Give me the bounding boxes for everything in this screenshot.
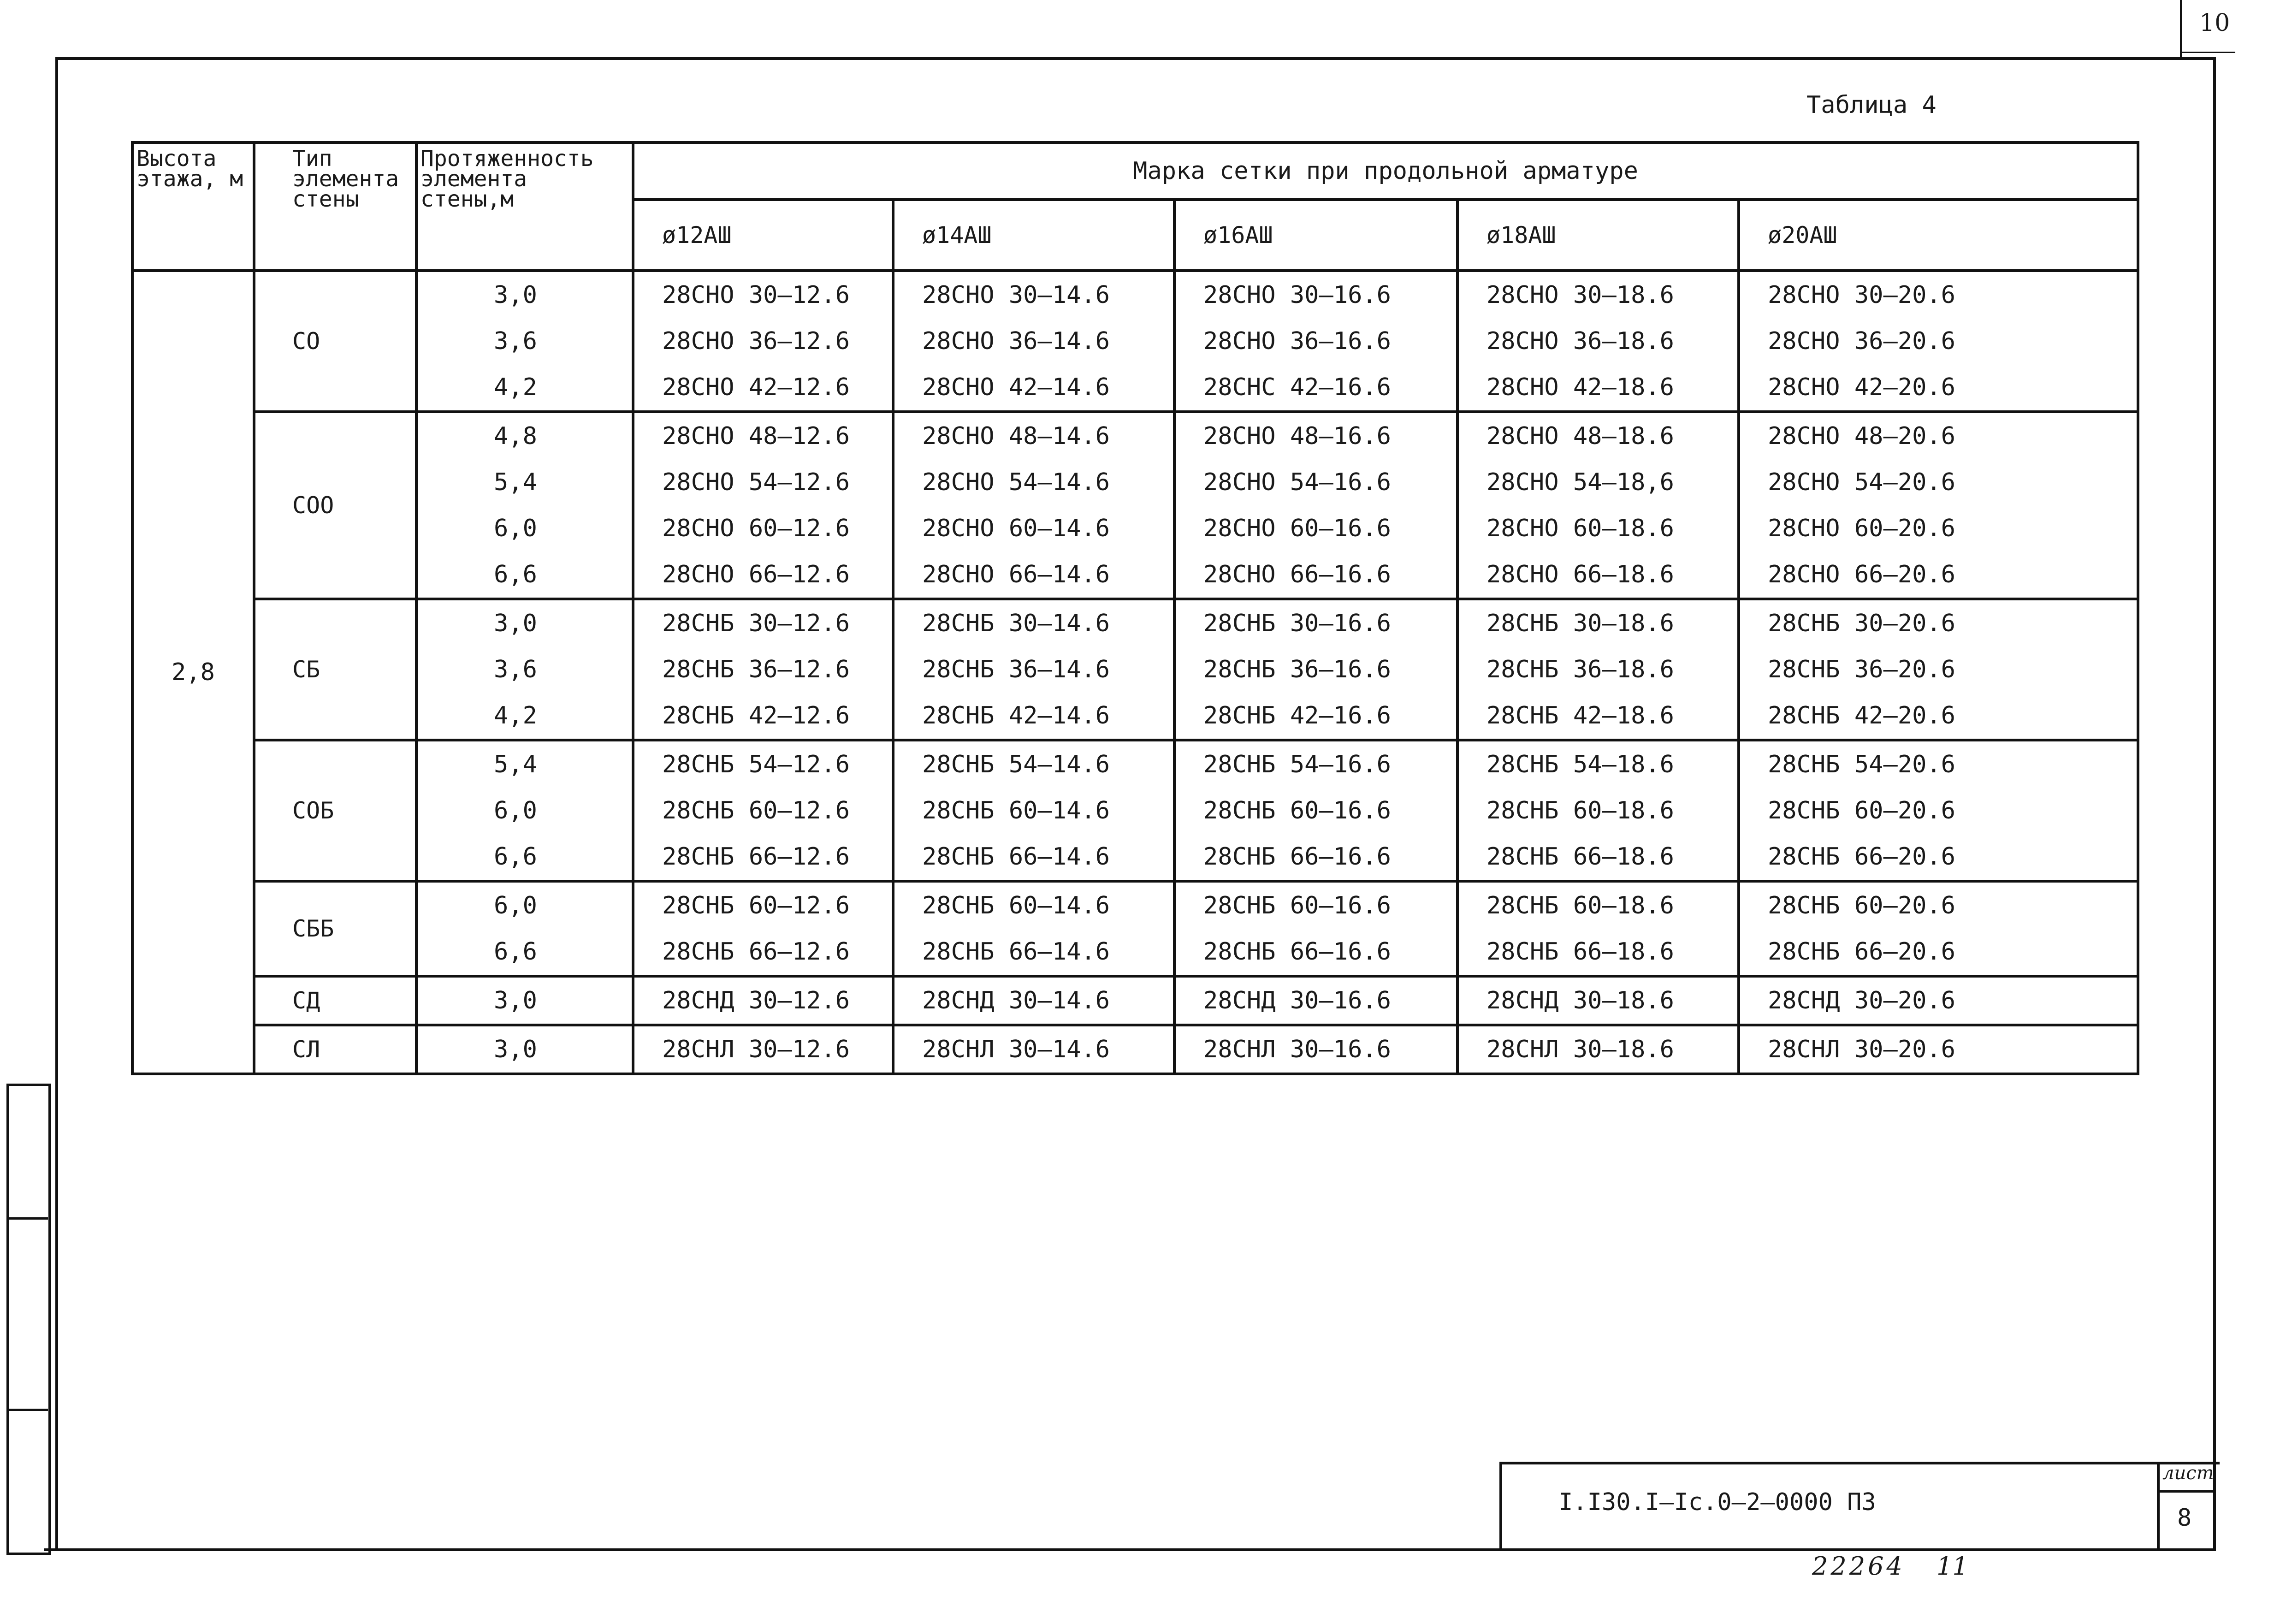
mesh-mark: 28СНО 54–14.6 bbox=[922, 468, 1110, 496]
element-length-list bbox=[416, 976, 633, 1025]
element-length-list bbox=[416, 599, 633, 740]
mesh-mark: 28СНБ 36–20.6 bbox=[1768, 656, 1955, 683]
element-length: 4,2 bbox=[494, 702, 537, 729]
sheet-number: 8 bbox=[2177, 1504, 2192, 1532]
mesh-mark-list bbox=[1739, 881, 2138, 976]
mesh-mark: 28СНО 66–16.6 bbox=[1203, 561, 1391, 588]
mesh-mark-list bbox=[633, 1025, 893, 1074]
mesh-mark: 28СНО 48–14.6 bbox=[922, 422, 1110, 450]
mesh-mark: 28СНБ 42–14.6 bbox=[922, 702, 1110, 729]
element-length-list bbox=[416, 740, 633, 881]
element-length: 3,0 bbox=[494, 987, 537, 1014]
header-height: Высота этажа, м bbox=[132, 142, 254, 271]
mesh-mark: 28СНБ 36–16.6 bbox=[1203, 656, 1391, 683]
mesh-mark: 28СНБ 60–12.6 bbox=[662, 797, 850, 824]
element-length: 3,0 bbox=[494, 281, 537, 309]
mesh-mark: 28СНБ 54–12.6 bbox=[662, 751, 850, 778]
floor-height-value: 2,8 bbox=[132, 271, 254, 1074]
mesh-mark-list bbox=[633, 271, 893, 412]
element-length: 6,0 bbox=[494, 515, 537, 542]
element-length: 3,6 bbox=[494, 327, 537, 355]
mesh-mark-list bbox=[1174, 271, 1457, 412]
mesh-mark-list bbox=[1174, 740, 1457, 881]
mesh-mark: 28СНБ 36–18.6 bbox=[1487, 656, 1674, 683]
mesh-mark: 28СНБ 66–16.6 bbox=[1203, 843, 1391, 871]
element-length: 6,0 bbox=[494, 892, 537, 919]
mesh-mark: 28СНБ 66–12.6 bbox=[662, 938, 850, 966]
mesh-mark-list bbox=[1457, 740, 1739, 881]
mesh-mark-list bbox=[1739, 1025, 2138, 1074]
mesh-mark: 28СНО 36–14.6 bbox=[922, 327, 1110, 355]
mesh-mark: 28СНО 42–14.6 bbox=[922, 373, 1110, 401]
table-row bbox=[132, 271, 2138, 412]
mesh-mark-list bbox=[1457, 1025, 1739, 1074]
mesh-mark: 28СНД 30–20.6 bbox=[1768, 987, 1955, 1014]
mesh-mark-list bbox=[893, 271, 1174, 412]
mesh-mark-list bbox=[1174, 976, 1457, 1025]
element-length: 5,4 bbox=[494, 751, 537, 778]
mesh-mark: 28СНБ 36–12.6 bbox=[662, 656, 850, 683]
sheet-box-divider bbox=[2157, 1490, 2213, 1493]
element-length: 6,6 bbox=[494, 938, 537, 966]
element-length: 6,6 bbox=[494, 843, 537, 871]
wall-element-type: СБ bbox=[254, 599, 416, 740]
element-length: 5,4 bbox=[494, 468, 537, 496]
mesh-mark-list bbox=[633, 740, 893, 881]
mesh-mark: 28СНО 60–16.6 bbox=[1203, 515, 1391, 542]
mesh-mark: 28СНО 54–20.6 bbox=[1768, 468, 1955, 496]
element-length: 4,8 bbox=[494, 422, 537, 450]
mesh-mark: 28СНБ 54–18.6 bbox=[1487, 751, 1674, 778]
header-diameter: ø18АШ bbox=[1457, 200, 1739, 271]
mesh-mark: 28СНС 42–16.6 bbox=[1203, 373, 1391, 401]
mesh-mark: 28СНД 30–12.6 bbox=[662, 987, 850, 1014]
mesh-mark-list bbox=[1739, 271, 2138, 412]
frame-left-line bbox=[55, 57, 58, 1551]
mesh-mark: 28СНО 48–16.6 bbox=[1203, 422, 1391, 450]
mesh-mark: 28СНБ 54–14.6 bbox=[922, 751, 1110, 778]
mesh-mark: 28СНБ 66–20.6 bbox=[1768, 843, 1955, 871]
mesh-mark-list bbox=[1457, 271, 1739, 412]
mesh-mark: 28СНО 36–18.6 bbox=[1487, 327, 1674, 355]
mesh-mark: 28СНО 42–20.6 bbox=[1768, 373, 1955, 401]
binding-strip bbox=[6, 1084, 51, 1555]
mesh-mark: 28СНБ 30–18.6 bbox=[1487, 610, 1674, 637]
mesh-mark: 28СНО 30–16.6 bbox=[1203, 281, 1391, 309]
mesh-mark: 28СНБ 42–12.6 bbox=[662, 702, 850, 729]
table-row bbox=[132, 740, 2138, 881]
mesh-mark: 28СНБ 42–20.6 bbox=[1768, 702, 1955, 729]
table-row bbox=[132, 412, 2138, 599]
mesh-mark: 28СНЛ 30–18.6 bbox=[1487, 1036, 1674, 1063]
frame-top-line bbox=[55, 57, 2213, 60]
corner-tick-vertical bbox=[2180, 0, 2182, 57]
mesh-mark-list bbox=[633, 976, 893, 1025]
mesh-mark-list bbox=[1739, 976, 2138, 1025]
mesh-mark-list bbox=[1174, 412, 1457, 599]
mesh-mark-list bbox=[893, 412, 1174, 599]
mesh-mark: 28СНО 60–14.6 bbox=[922, 515, 1110, 542]
mesh-mark: 28СНБ 66–20.6 bbox=[1768, 938, 1955, 966]
mesh-mark-list bbox=[1457, 599, 1739, 740]
element-length: 3,0 bbox=[494, 610, 537, 637]
table-row bbox=[132, 976, 2138, 1025]
element-length: 6,0 bbox=[494, 797, 537, 824]
mesh-mark-list bbox=[893, 976, 1174, 1025]
frame-right-line bbox=[2213, 57, 2216, 1551]
table-row bbox=[132, 599, 2138, 740]
sheet-label: лист bbox=[2162, 1463, 2214, 1484]
mesh-mark-list bbox=[1739, 599, 2138, 740]
element-length: 6,6 bbox=[494, 561, 537, 588]
mesh-mark-list bbox=[893, 881, 1174, 976]
wall-element-type: СД bbox=[254, 976, 416, 1025]
mesh-mark: 28СНО 36–20.6 bbox=[1768, 327, 1955, 355]
mesh-mark: 28СНО 54–16.6 bbox=[1203, 468, 1391, 496]
header-diameter: ø12АШ bbox=[633, 200, 893, 271]
wall-element-type: СББ bbox=[254, 881, 416, 976]
header-length: Протяженность элемента стены,м bbox=[416, 142, 633, 271]
mesh-mark-list bbox=[1457, 881, 1739, 976]
element-length-list bbox=[416, 412, 633, 599]
element-length: 4,2 bbox=[494, 373, 537, 401]
mesh-mark-list bbox=[893, 1025, 1174, 1074]
wall-element-type: СО bbox=[254, 271, 416, 412]
mesh-mark: 28СНБ 36–14.6 bbox=[922, 656, 1110, 683]
mesh-mark-list bbox=[893, 740, 1174, 881]
mesh-mark: 28СНБ 30–12.6 bbox=[662, 610, 850, 637]
table-label: Таблица 4 bbox=[1806, 91, 1937, 119]
element-length-list bbox=[416, 1025, 633, 1074]
mesh-mark: 28СНБ 54–16.6 bbox=[1203, 751, 1391, 778]
mesh-mark: 28СНО 30–12.6 bbox=[662, 281, 850, 309]
mesh-mark: 28СНБ 66–14.6 bbox=[922, 843, 1110, 871]
element-length: 3,6 bbox=[494, 656, 537, 683]
wall-element-type: СОО bbox=[254, 412, 416, 599]
wall-element-type: СОБ bbox=[254, 740, 416, 881]
mesh-mark: 28СНБ 30–14.6 bbox=[922, 610, 1110, 637]
mesh-mark: 28СНО 66–20.6 bbox=[1768, 561, 1955, 588]
mesh-mark: 28СНО 48–18.6 bbox=[1487, 422, 1674, 450]
wall-element-type: СЛ bbox=[254, 1025, 416, 1074]
mesh-mark: 28СНО 54–18,6 bbox=[1487, 468, 1674, 496]
mesh-mark: 28СНО 30–14.6 bbox=[922, 281, 1110, 309]
mesh-mark: 28СНБ 30–16.6 bbox=[1203, 610, 1391, 637]
element-length: 3,0 bbox=[494, 1036, 537, 1063]
binding-strip-divider bbox=[6, 1217, 48, 1220]
mesh-mark: 28СНБ 60–16.6 bbox=[1203, 892, 1391, 919]
corner-tick-horizontal bbox=[2180, 52, 2235, 53]
mesh-mark-list bbox=[1739, 740, 2138, 881]
mesh-mark-list bbox=[1457, 412, 1739, 599]
mesh-mark: 28СНБ 66–16.6 bbox=[1203, 938, 1391, 966]
mesh-mark-list bbox=[893, 599, 1174, 740]
mesh-mark: 28СНО 36–12.6 bbox=[662, 327, 850, 355]
header-diameter: ø16АШ bbox=[1174, 200, 1457, 271]
header-diameter: ø14АШ bbox=[893, 200, 1174, 271]
mesh-mark: 28СНЛ 30–14.6 bbox=[922, 1036, 1110, 1063]
mesh-mark: 28СНБ 66–14.6 bbox=[922, 938, 1110, 966]
mesh-mark-list bbox=[1174, 1025, 1457, 1074]
mesh-mark: 28СНО 48–12.6 bbox=[662, 422, 850, 450]
header-mark: Марка сетки при продольной арматуре bbox=[633, 142, 2138, 200]
mesh-mark-list bbox=[1174, 599, 1457, 740]
mesh-mark: 28СНО 66–18.6 bbox=[1487, 561, 1674, 588]
mesh-mark: 28СНБ 60–18.6 bbox=[1487, 797, 1674, 824]
header-type: Тип элемента стены bbox=[254, 142, 416, 271]
mesh-mark: 28СНБ 60–14.6 bbox=[922, 797, 1110, 824]
mesh-marks-table bbox=[131, 141, 2139, 1075]
mesh-mark: 28СНО 60–18.6 bbox=[1487, 515, 1674, 542]
mesh-mark: 28СНБ 60–16.6 bbox=[1203, 797, 1391, 824]
header-diameter: ø20АШ bbox=[1739, 200, 2138, 271]
mesh-mark: 28СНО 66–14.6 bbox=[922, 561, 1110, 588]
mesh-mark: 28СНБ 60–12.6 bbox=[662, 892, 850, 919]
inventory-sub-number: 11 bbox=[1937, 1552, 1968, 1581]
document-code: I.I30.I–Ic.0–2–0000 ПЗ bbox=[1558, 1488, 1876, 1516]
mesh-mark-list bbox=[633, 412, 893, 599]
mesh-mark-list bbox=[1457, 976, 1739, 1025]
mesh-mark: 28СНБ 42–18.6 bbox=[1487, 702, 1674, 729]
mesh-mark: 28СНО 48–20.6 bbox=[1768, 422, 1955, 450]
mesh-mark-list bbox=[1174, 881, 1457, 976]
page-number-top: 10 bbox=[2199, 9, 2230, 37]
mesh-mark: 28СНБ 66–18.6 bbox=[1487, 843, 1674, 871]
mesh-mark: 28СНБ 66–12.6 bbox=[662, 843, 850, 871]
mesh-mark: 28СНД 30–18.6 bbox=[1487, 987, 1674, 1014]
mesh-mark: 28СНД 30–14.6 bbox=[922, 987, 1110, 1014]
mesh-mark: 28СНЛ 30–20.6 bbox=[1768, 1036, 1955, 1063]
mesh-mark: 28СНЛ 30–12.6 bbox=[662, 1036, 850, 1063]
element-length-list bbox=[416, 881, 633, 976]
mesh-mark: 28СНО 36–16.6 bbox=[1203, 327, 1391, 355]
mesh-mark: 28СНО 54–12.6 bbox=[662, 468, 850, 496]
mesh-mark: 28СНО 30–18.6 bbox=[1487, 281, 1674, 309]
mesh-mark: 28СНО 30–20.6 bbox=[1768, 281, 1955, 309]
binding-strip-divider bbox=[6, 1409, 48, 1411]
mesh-mark: 28СНО 60–20.6 bbox=[1768, 515, 1955, 542]
mesh-mark: 28СНО 66–12.6 bbox=[662, 561, 850, 588]
mesh-mark-list bbox=[633, 599, 893, 740]
mesh-mark: 28СНБ 30–20.6 bbox=[1768, 610, 1955, 637]
mesh-mark: 28СНБ 60–20.6 bbox=[1768, 892, 1955, 919]
mesh-mark: 28СНО 60–12.6 bbox=[662, 515, 850, 542]
mesh-mark-list bbox=[633, 881, 893, 976]
mesh-mark: 28СНБ 60–20.6 bbox=[1768, 797, 1955, 824]
mesh-mark: 28СНБ 66–18.6 bbox=[1487, 938, 1674, 966]
mesh-mark: 28СНБ 54–20.6 bbox=[1768, 751, 1955, 778]
table-row bbox=[132, 881, 2138, 976]
element-length-list bbox=[416, 271, 633, 412]
mesh-mark: 28СНО 42–18.6 bbox=[1487, 373, 1674, 401]
mesh-mark-list bbox=[1739, 412, 2138, 599]
inventory-number: 22264 bbox=[1812, 1552, 1905, 1581]
mesh-mark: 28СНБ 60–18.6 bbox=[1487, 892, 1674, 919]
mesh-mark: 28СНО 42–12.6 bbox=[662, 373, 850, 401]
mesh-mark: 28СНД 30–16.6 bbox=[1203, 987, 1391, 1014]
table-row bbox=[132, 1025, 2138, 1074]
mesh-mark: 28СНЛ 30–16.6 bbox=[1203, 1036, 1391, 1063]
mesh-mark: 28СНБ 42–16.6 bbox=[1203, 702, 1391, 729]
mesh-mark: 28СНБ 60–14.6 bbox=[922, 892, 1110, 919]
